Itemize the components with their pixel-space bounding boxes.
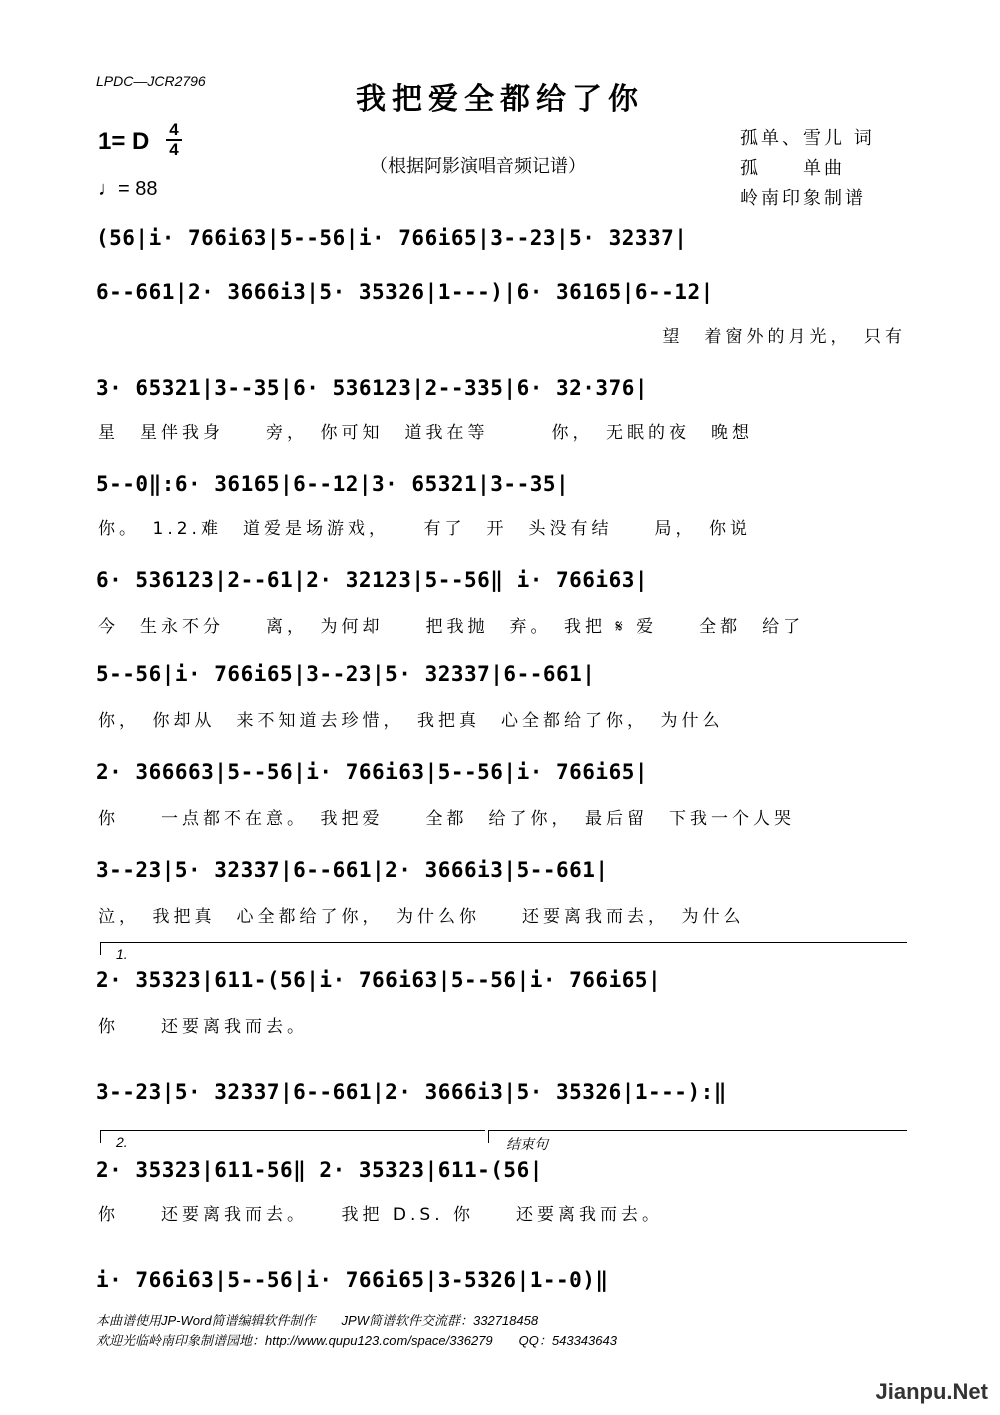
page-title: 我把爱全都给了你 [356, 82, 644, 117]
notes-line-8: 3--23|5· 32337|6--661|2· 3666i3|5--661| [96, 858, 609, 882]
meter-top: 4 [169, 120, 179, 139]
lyrics-line-4: 你。 1.2.难 道爱是场游戏， 有了 开 头没有结 局， 你说 [98, 519, 751, 539]
notes-line-12: i· 766i63|5--56|i· 766i65|3-5326|1--0)‖ [96, 1268, 609, 1292]
notes-line-10: 3--23|5· 32337|6--661|2· 3666i3|5· 35326|1---):‖ [96, 1080, 727, 1104]
notes-line-7: 2· 366663|5--56|i· 766i63|5--56|i· 766i65| [96, 760, 649, 784]
score-code: LPDC—JCR2796 [96, 73, 206, 89]
site-watermark: Jianpu.Net [875, 1379, 988, 1404]
tempo-marking: ♩= 88 [98, 178, 158, 200]
volta-2-bracket [100, 1130, 485, 1143]
notes-line-11: 2· 35323|611-56‖ 2· 35323|611-(56| [96, 1158, 543, 1182]
lyrics-line-6: 你， 你却从 来不知道去珍惜， 我把真 心全都给了你， 为什么 [98, 711, 724, 731]
lyrics-line-11: 你 还要离我而去。 我把 D.S. 你 还要离我而去。 [98, 1205, 663, 1225]
lyrics-line-7: 你 一点都不在意。 我把爱 全都 给了你， 最后留 下我一个人哭 [98, 809, 795, 829]
time-signature [166, 122, 182, 158]
composer-credit: 孤 单曲 [740, 158, 845, 179]
notes-line-3: 3· 65321|3--35|6· 536123|2--335|6· 32·376| [96, 376, 649, 400]
footer-line-1: 本曲谱使用JP-Word简谱编辑软件制作 JPW简谱软件交流群：332718458 [96, 1313, 539, 1328]
notes-line-1: (56|i· 766i63|5--56|i· 766i65|3--23|5· 32337| [96, 226, 688, 250]
notes-line-4: 5--0‖:6· 36165|6--12|3· 65321|3--35| [96, 472, 570, 496]
lyrics-line-5: 今 生永不分 离， 为何却 把我抛 弃。 我把 𝄋 爱 全都 给了 [98, 617, 805, 637]
subtitle: （根据阿影演唱音频记谱） [370, 156, 586, 177]
meter-bottom: 4 [169, 140, 179, 159]
coda-bracket [488, 1130, 907, 1143]
coda-label: 结束句 [506, 1136, 548, 1152]
notes-line-2: 6--661|2· 3666i3|5· 35326|1---)|6· 36165|6--12| [96, 280, 714, 304]
notes-line-5: 6· 536123|2--61|2· 32123|5--56‖ i· 766i63| [96, 568, 649, 592]
lyrics-line-9: 你 还要离我而去。 [98, 1017, 308, 1037]
volta-2-label: 2. [116, 1134, 128, 1150]
notes-line-9: 2· 35323|611-(56|i· 766i63|5--56|i· 766i65| [96, 968, 662, 992]
lyrics-line-2: 望 着窗外的月光， 只有 [662, 327, 906, 347]
lyricist-credit: 孤单、雪儿 词 [740, 128, 875, 149]
lyrics-line-8: 泣， 我把真 心全都给了你， 为什么你 还要离我而去， 为什么 [98, 907, 745, 927]
volta-1-bracket [100, 942, 907, 955]
arranger-credit: 岭南印象制谱 [740, 188, 866, 209]
key-signature: 1= D [98, 128, 150, 155]
notes-line-6: 5--56|i· 766i65|3--23|5· 32337|6--661| [96, 662, 596, 686]
footer-line-2: 欢迎光临岭南印象制谱园地：http://www.qupu123.com/space/336279 QQ：543343643 [96, 1333, 617, 1348]
volta-1-label: 1. [116, 946, 128, 962]
lyrics-line-3: 星 星伴我身 旁， 你可知 道我在等 你， 无眠的夜 晚想 [98, 423, 753, 443]
